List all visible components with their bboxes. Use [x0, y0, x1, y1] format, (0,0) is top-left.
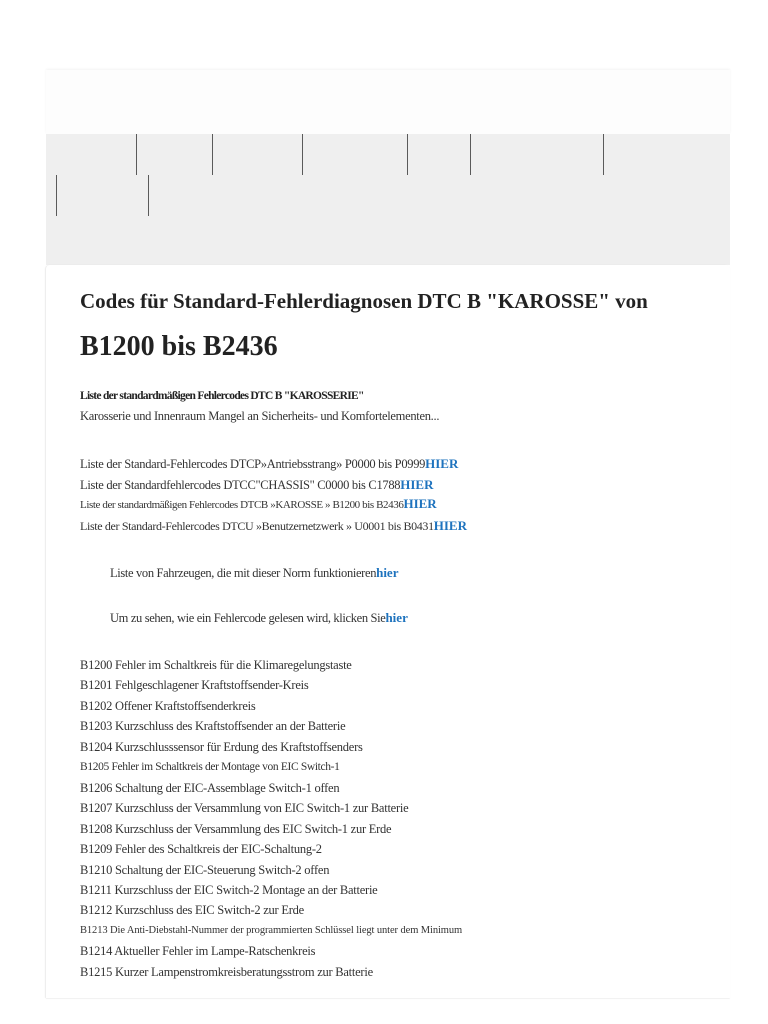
dtc-description: Kurzschluss des EIC Switch-2 zur Erde: [114, 903, 304, 918]
network-list-text: Liste der Standard-Fehlercodes DTCU »Benutzernetzwerk » U0001 bis B0431: [80, 518, 434, 533]
dtc-description: Fehler des Schaltkreis der EIC-Schaltung-2: [114, 842, 322, 857]
article: [46, 265, 730, 998]
article-description: Karosserie und Innenraum Mangel an Sicherheits- und Komfortelementen...: [80, 409, 440, 423]
vehicles-link[interactable]: hier: [376, 565, 399, 580]
site-header: [46, 70, 730, 134]
dtc-code: B1209: [80, 842, 113, 857]
dtc-row: [80, 941, 710, 961]
dtc-row: [80, 900, 710, 920]
nav-menu-item-3[interactable]: [212, 134, 302, 175]
dtc-code: B1213: [80, 924, 108, 936]
dtc-row: [80, 880, 710, 900]
vehicles-note: [80, 563, 710, 583]
dtc-row: [80, 737, 710, 757]
chassis-list-text: Liste der Standardfehlercodes DTCC"CHASSIS" C0000 bis C1788: [80, 477, 401, 492]
nav-menu-item-2[interactable]: [136, 134, 212, 175]
dtc-row: [80, 798, 710, 818]
dtc-description: Fehler im Schaltkreis der Montage von EIC Switch-1: [111, 761, 340, 774]
dtc-row: [80, 778, 710, 798]
dtc-code: B1206: [80, 780, 113, 795]
dtc-row: [80, 696, 710, 716]
nav-menu-item-7[interactable]: [603, 134, 730, 175]
dtc-description: Kurzer Lampenstromkreisberatungsstrom zur Batterie: [114, 964, 373, 979]
body-list-link[interactable]: HIER: [403, 496, 437, 511]
nav-menu-item-5[interactable]: [407, 134, 470, 175]
howto-link[interactable]: hier: [385, 610, 408, 625]
dtc-description: Die Anti-Diebstahl-Nummer der programmierten Schlüssel liegt unter dem Minimum: [110, 924, 463, 936]
dtc-row: [80, 819, 710, 839]
dtc-row: [80, 860, 710, 880]
dtc-row: [80, 962, 710, 982]
dtc-code: B1208: [80, 821, 113, 836]
dtc-description: Kurzschlusssensor für Erdung des Kraftstoffsenders: [114, 739, 363, 754]
dtc-row: [80, 839, 710, 859]
dtc-code: B1210: [80, 862, 113, 877]
dtc-description: Schaltung der EIC-Steuerung Switch-2 offen: [114, 862, 330, 877]
dtc-description: Kurzschluss des Kraftstoffsender an der Batterie: [114, 719, 346, 734]
dtc-code: B1204: [80, 739, 113, 754]
network-list-link[interactable]: HIER: [433, 517, 467, 533]
dtc-description: Fehlgeschlagener Kraftstoffsender-Kreis: [114, 678, 309, 693]
page-title: [80, 289, 710, 365]
chassis-list-link[interactable]: HIER: [400, 476, 434, 492]
related-code-lists: [80, 454, 710, 536]
dtc-code: B1202: [80, 698, 113, 713]
dtc-row: [80, 757, 710, 777]
dtc-row: [80, 716, 710, 736]
dtc-description: Kurzschluss der EIC Switch-2 Montage an der Batterie: [114, 882, 378, 897]
dtc-code: B1211: [80, 882, 112, 897]
nav-menu-item-8[interactable]: [56, 175, 148, 216]
chassis-list-row: [80, 475, 710, 496]
vehicles-note-text: Liste von Fahrzeugen, die mit dieser Norm funktionieren: [110, 566, 377, 580]
nav-menu-item-9[interactable]: [148, 175, 238, 216]
page-title-code-range: B1200 bis B2436: [80, 331, 278, 362]
dtc-code: B1214: [80, 944, 113, 959]
dtc-description: Fehler im Schaltkreis für die Klimaregelungstaste: [114, 658, 352, 672]
dtc-code: B1215: [80, 964, 113, 979]
dtc-row: [80, 675, 710, 695]
dtc-description: Kurzschluss der Versammlung von EIC Switch-1 zur Batterie: [114, 801, 409, 816]
body-list-row: [80, 495, 710, 516]
howto-note-text: Um zu sehen, wie ein Fehlercode gelesen wird, klicken Sie: [110, 611, 386, 625]
dtc-description: Aktueller Fehler im Lampe-Ratschenkreis: [114, 944, 316, 959]
powertrain-list-text: Liste der Standard-Fehlercodes DTCP»Antriebsstrang» P0000 bis P0999: [80, 457, 426, 471]
dtc-code: B1200: [80, 658, 113, 672]
dtc-description: Schaltung der EIC-Assemblage Switch-1 offen: [114, 780, 340, 795]
dtc-description: Offener Kraftstoffsenderkreis: [114, 698, 256, 713]
dtc-code: B1201: [80, 678, 113, 693]
nav-menu-item-1[interactable]: [46, 134, 136, 175]
powertrain-list-row: [80, 454, 710, 475]
dtc-code-list: [80, 655, 710, 982]
nav-menu-item-4[interactable]: [302, 134, 407, 175]
dtc-code: B1203: [80, 719, 113, 734]
dtc-code: B1207: [80, 801, 113, 816]
powertrain-list-link[interactable]: HIER: [425, 456, 459, 471]
body-list-text: Liste der standardmäßigen Fehlercodes DTCB »KAROSSE » B1200 bis B2436: [80, 499, 404, 511]
dtc-code: B1205: [80, 761, 109, 774]
article-subtitle: Liste der standardmäßigen Fehlercodes DTC B "KAROSSERIE": [80, 390, 364, 402]
dtc-description: Kurzschluss der Versammlung des EIC Switch-1 zur Erde: [114, 821, 392, 836]
network-list-row: [80, 516, 710, 537]
dtc-code: B1212: [80, 903, 113, 918]
nav-menu-item-6[interactable]: [470, 134, 603, 175]
dtc-row: [80, 921, 710, 941]
page-title-line: Codes für Standard-Fehlerdiagnosen DTC B "KAROSSE" von: [80, 289, 648, 313]
dtc-row: [80, 655, 710, 675]
main-nav: [46, 134, 730, 265]
howto-note: [80, 608, 710, 628]
